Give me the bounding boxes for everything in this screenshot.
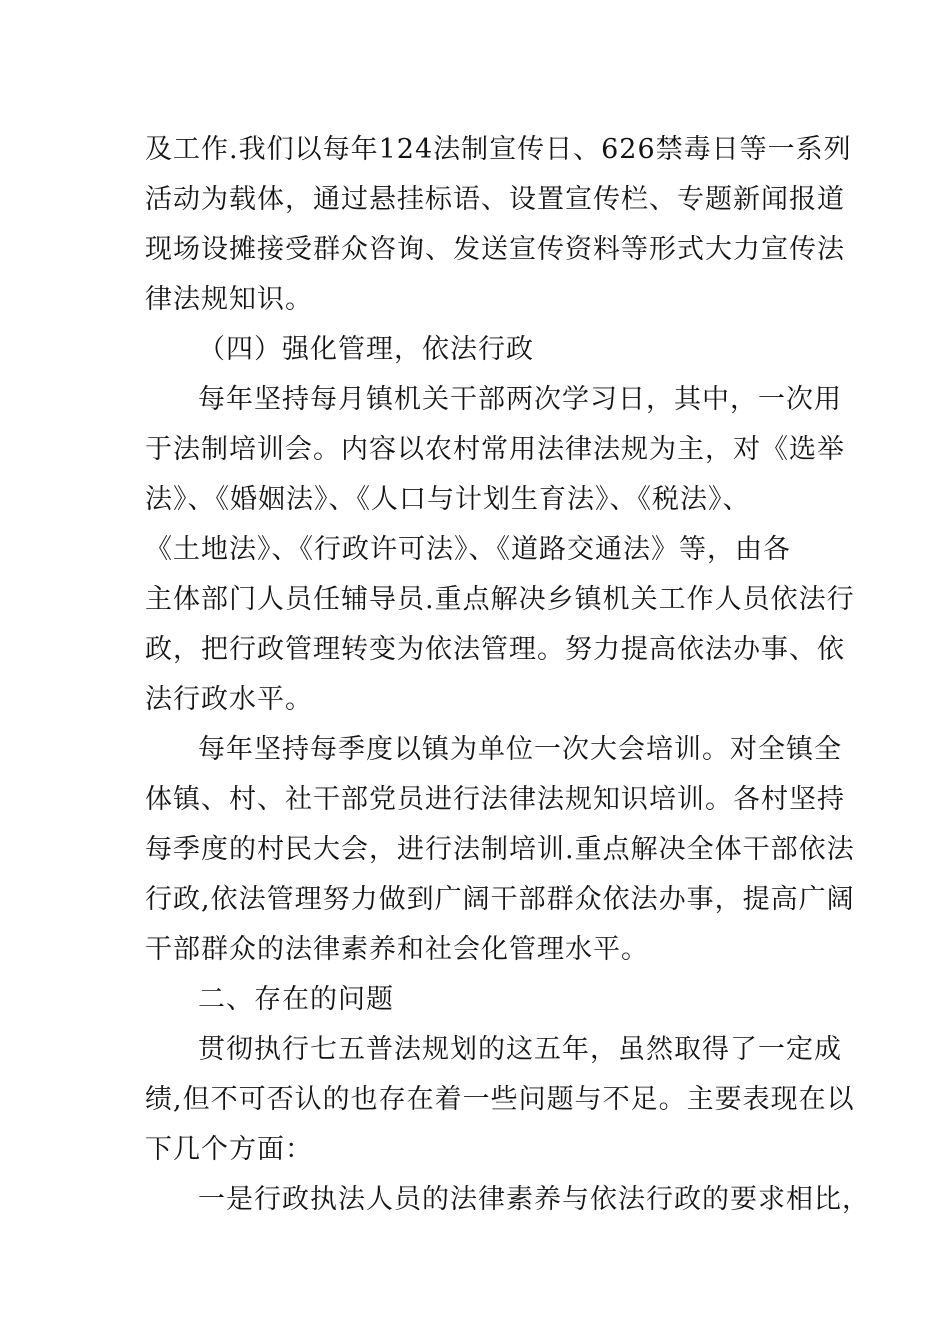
- text-line: 干部群众的法律素养和社会化管理水平。: [145, 934, 649, 965]
- text-line: 体镇、村、社干部党员进行法律法规知识培训。各村坚持: [145, 784, 845, 815]
- text-line: 法行政水平。: [145, 684, 313, 715]
- text-line: 律法规知识。: [145, 284, 313, 315]
- paragraph-first-line: 每年坚持每月镇机关干部两次学习日，其中，一次用: [198, 384, 842, 415]
- section-heading: 二、存在的问题: [198, 984, 394, 1015]
- text-line: 于法制培训会。内容以农村常用法律法规为主，对《选举: [145, 434, 845, 465]
- text-line: 活动为载体，通过悬挂标语、设置宣传栏、专题新闻报道: [145, 184, 845, 215]
- paragraph-first-line: 每年坚持每季度以镇为单位一次大会培训。对全镇全: [198, 734, 842, 765]
- text-line: 每季度的村民大会，进行法制培训.重点解决全体干部依法: [145, 834, 855, 865]
- text-line: 法》、《婚姻法》、《人口与计划生育法》、《税法》、: [145, 484, 751, 515]
- text-line: 行政,依法管理努力做到广阔干部群众依法办事，提高广阔: [145, 884, 855, 915]
- text-line: 政，把行政管理转变为依法管理。努力提高依法办事、依: [145, 634, 845, 665]
- paragraph-first-line: 贯彻执行七五普法规划的这五年，虽然取得了一定成: [198, 1034, 842, 1065]
- text-line: 及工作.我们以每年124法制宣传日、626禁毒日等一系列: [145, 134, 852, 165]
- text-line: 《土地法》、《行政许可法》、《道路交通法》等，由各: [145, 534, 791, 565]
- text-line: 下几个方面：: [145, 1134, 313, 1165]
- text-line: 主体部门人员任辅导员.重点解决乡镇机关工作人员依法行: [145, 584, 855, 615]
- section-heading: （四）强化管理，依法行政: [198, 334, 534, 365]
- text-line: 绩,但不可否认的也存在着一些问题与不足。主要表现在以: [145, 1084, 855, 1115]
- paragraph-first-line: 一是行政执法人员的法律素养与依法行政的要求相比，: [198, 1184, 870, 1215]
- text-line: 现场设摊接受群众咨询、发送宣传资料等形式大力宣传法: [145, 234, 845, 265]
